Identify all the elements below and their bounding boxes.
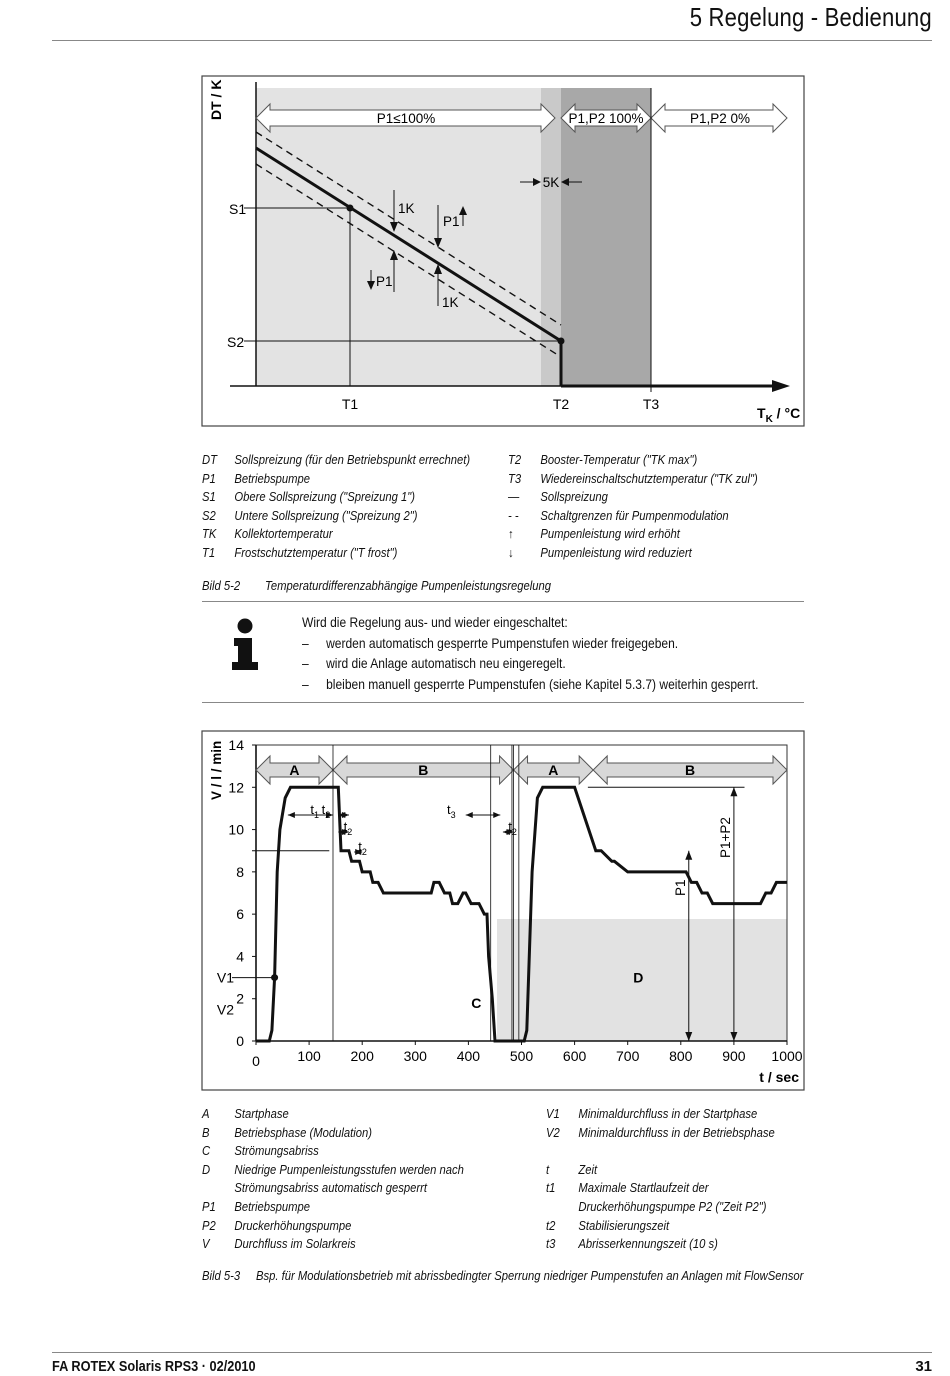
level-mark-arrow-top	[730, 787, 737, 796]
info-item: – werden automatisch gesperrte Pumpenstufen wieder freigegeben.	[302, 634, 679, 651]
phase-label: A	[548, 762, 559, 778]
legend-row: TK Kollektortemperatur	[202, 527, 333, 542]
x-tick-label: 0	[252, 1053, 260, 1069]
legend-row: P1 Betriebspumpe	[202, 471, 311, 486]
mark-p1-up: P1	[443, 214, 460, 229]
legend-row: ↓ Pumpenleistung wird reduziert	[508, 545, 692, 560]
info-lead: Wird die Regelung aus- und wieder eingeschaltet:	[302, 614, 568, 630]
x-tick-label: 1000	[771, 1048, 803, 1064]
mark-5k: 5K	[542, 175, 560, 190]
mark-1k-upper: 1K	[398, 201, 415, 216]
phase-label: B	[685, 762, 696, 778]
time-span-arrow	[288, 812, 295, 818]
region-label-c: C	[471, 994, 482, 1011]
legend-row: - - Schaltgrenzen für Pumpenmodulation	[508, 508, 729, 523]
x-tick-label: 700	[616, 1048, 640, 1064]
time-mark-label: $t_2$	[358, 839, 367, 857]
legend-2-left	[202, 1105, 464, 1254]
legend-row: S1 Obere Sollspreizung ("Spreizung 1")	[202, 490, 415, 505]
x-tick-label: 600	[562, 1048, 587, 1064]
page-header: 5 Regelung - Bedienung	[689, 2, 932, 32]
info-item: – wird die Anlage automatisch neu eingeregelt.	[302, 655, 566, 672]
phase-label: A	[289, 762, 300, 778]
x-tick-label: 900	[722, 1048, 746, 1064]
legend-row: P1 Betriebspumpe	[202, 1199, 311, 1214]
tick-v1: V1	[216, 969, 234, 986]
y-tick-label: 2	[236, 990, 244, 1007]
tick-s2: S2	[227, 334, 245, 350]
x-axis-label-2: t / sec	[759, 1069, 799, 1085]
zone-label-2: P1,P2 100%	[568, 111, 644, 126]
y-axis-label: DT / K	[208, 79, 224, 120]
y-axis-label-2: V / l / min	[209, 740, 224, 800]
mark-1k-lower: 1K	[442, 295, 459, 310]
legend-row: A Startphase	[202, 1107, 289, 1121]
legend-row: t3 Abrisserkennungszeit (10 s)	[546, 1237, 718, 1252]
level-mark-label: P1+P2	[717, 817, 733, 858]
x-tick-label: 300	[403, 1048, 427, 1064]
x-axis-label: $T_K / ^\circ C$	[757, 405, 801, 425]
legend-row: D Niedrige Pumpenleistungsstufen werden nach	[202, 1162, 464, 1177]
legend-row: T2 Booster-Temperatur ("TK max")	[508, 453, 698, 467]
tick-s1: S1	[229, 201, 247, 217]
x-tick-label: 500	[509, 1048, 534, 1064]
caption-1: Bild 5-2 Temperaturdifferenzabhängige Pumpenleistungsregelung	[202, 579, 552, 593]
y-tick-label: 0	[236, 1033, 244, 1049]
time-mark-label: $t_1$	[310, 802, 320, 820]
y-tick-label: 12	[228, 779, 244, 796]
legend-row: T3 Wiedereinschaltschutztemperatur ("TK zul")	[508, 471, 758, 486]
y-tick-label: 6	[236, 906, 244, 923]
caption-2: Bild 5-3 Bsp. für Modulationsbetrieb mit abrissbedingter Sperrung niedriger Pumpenstufen an Anlagen mit FlowSensor	[202, 1269, 804, 1283]
region-label-d: D	[633, 969, 644, 986]
level-mark-label: P1	[672, 879, 688, 896]
tick-v2: V2	[216, 1001, 234, 1018]
legend-row: t1 Maximale Startlaufzeit der	[546, 1181, 709, 1196]
time-span-arrow	[493, 812, 500, 818]
footer-rule	[52, 1352, 932, 1353]
y-tick-label: 4	[236, 948, 244, 965]
mark-p1-down: P1	[376, 274, 393, 289]
legend-row: ↑ Pumpenleistung wird erhöht	[508, 527, 680, 542]
time-mark-label: $t_2$	[508, 819, 517, 837]
legend-row: t Zeit	[546, 1162, 598, 1177]
time-mark-label: $t_3$	[447, 802, 456, 820]
zone-label-3: P1,P2 0%	[689, 111, 751, 126]
x-tick-label: 400	[456, 1048, 481, 1064]
x-tick-label: 800	[669, 1048, 693, 1064]
tick-t2: T2	[552, 396, 570, 412]
legend-row: B Betriebsphase (Modulation)	[202, 1125, 372, 1140]
tick-t1: T1	[341, 396, 359, 412]
time-span-arrow	[466, 812, 473, 818]
legend-row: V Durchfluss im Solarkreis	[202, 1237, 356, 1252]
legend-row: C Strömungsabriss	[202, 1144, 319, 1159]
level-mark-arrow-top	[685, 851, 692, 860]
footer-left: FA ROTEX Solaris RPS3 · 02/2010	[52, 1358, 256, 1375]
phase-label: B	[418, 762, 429, 778]
legend-row: V2 Minimaldurchfluss in der Betriebsphase	[546, 1125, 775, 1140]
y-tick-label: 14	[228, 737, 244, 753]
y-tick-label: 8	[236, 863, 244, 880]
zone-label-1: P1≤100%	[376, 111, 436, 126]
legend-row: P2 Druckerhöhungspumpe	[202, 1218, 352, 1233]
legend-2-right	[546, 1105, 775, 1254]
legend-row: — Sollspreizung	[508, 490, 608, 505]
y-tick-label: 10	[228, 821, 244, 838]
x-tick-label: 100	[297, 1048, 321, 1064]
legend-row: t2 Stabilisierungszeit	[546, 1218, 670, 1233]
x-tick-label: 200	[350, 1048, 374, 1064]
legend-row: T1 Frostschutztemperatur ("T frost")	[202, 545, 398, 560]
legend-row: Druckerhöhungspumpe P2 ("Zeit P2")	[578, 1199, 767, 1214]
legend-row: Strömungsabriss automatisch gesperrt	[234, 1181, 427, 1196]
time-span-arrow	[342, 812, 349, 818]
legend-row: V1 Minimaldurchfluss in der Startphase	[546, 1107, 758, 1121]
legend-row	[546, 1142, 775, 1161]
legend-row: S2 Untere Sollspreizung ("Spreizung 2")	[202, 508, 418, 523]
legend-row: DT Sollspreizung (für den Betriebspunkt errechnet)	[202, 453, 471, 467]
time-mark-label: $t_2$	[343, 819, 353, 837]
footer-page-number: 31	[915, 1358, 932, 1375]
tick-t3: T3	[642, 396, 660, 412]
time-mark-label: $t_2$	[321, 802, 331, 820]
info-item: – bleiben manuell gesperrte Pumpenstufen (siehe Kapitel 5.3.7) weiterhin gesperrt.	[302, 675, 759, 692]
